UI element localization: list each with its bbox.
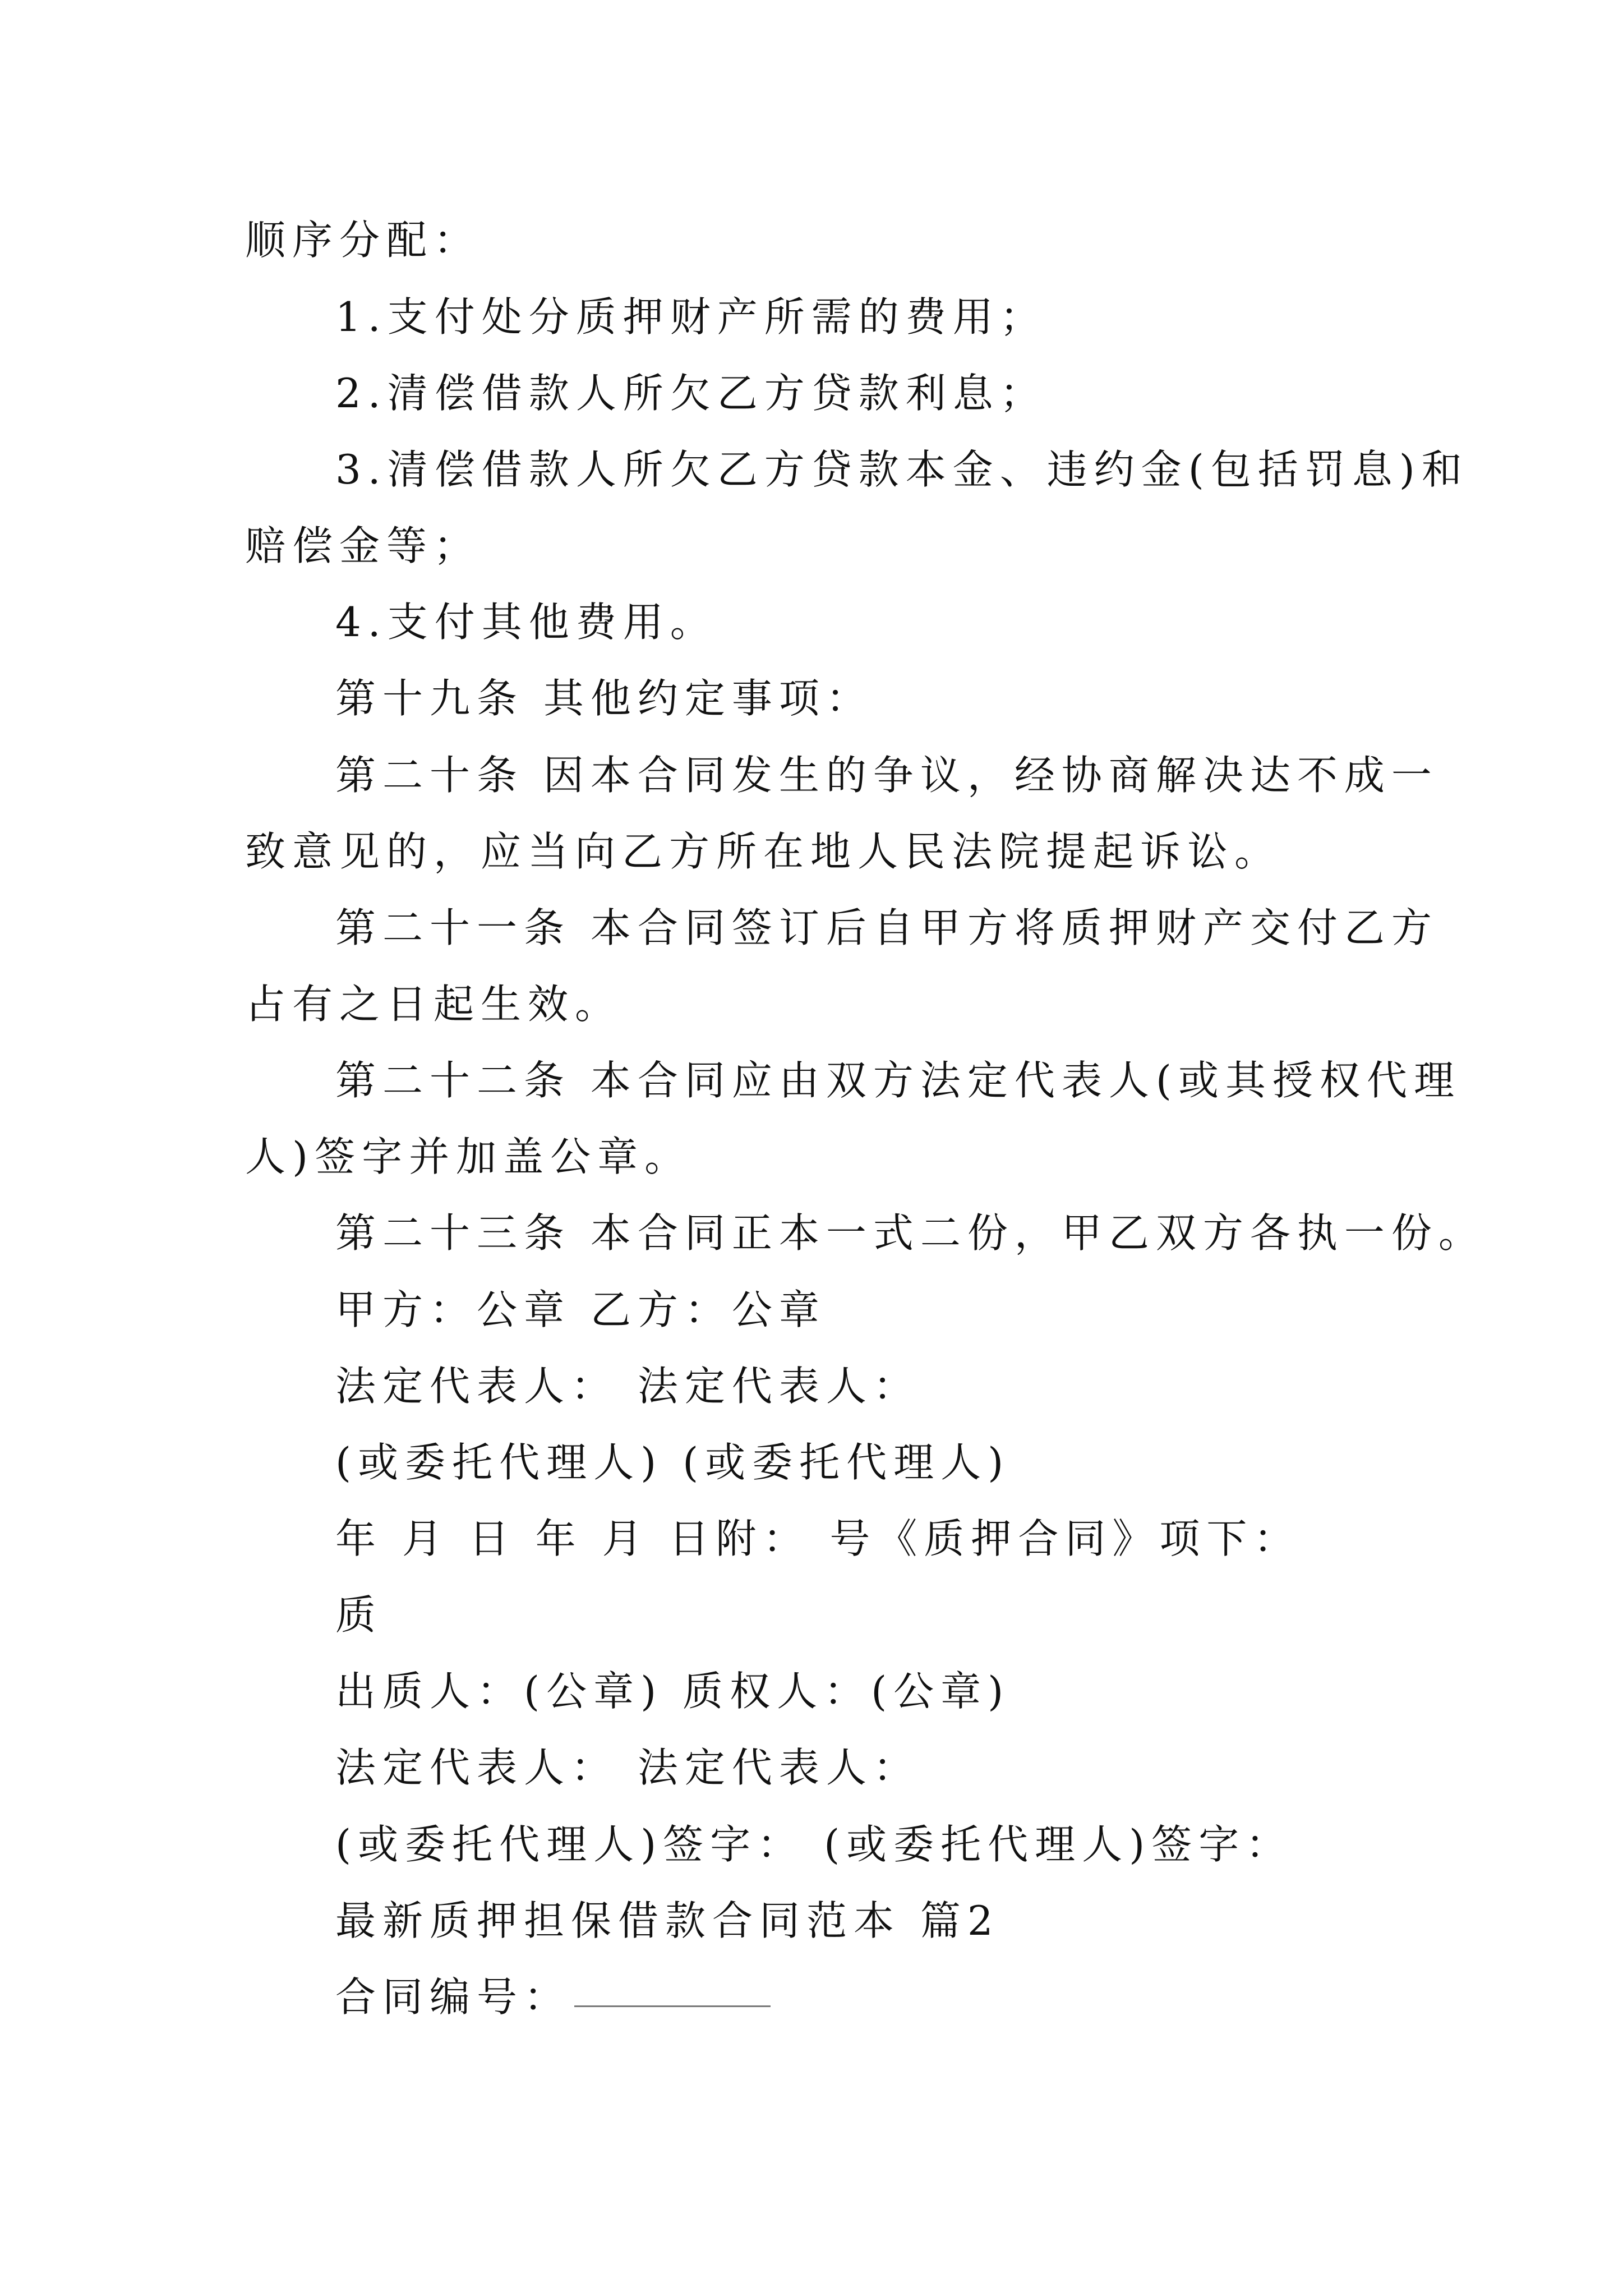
contract-number-line [335, 1972, 771, 2022]
text-line: 赔偿金等； [245, 522, 481, 569]
text-line: 4.支付其他费用。 [335, 599, 717, 646]
text-line: 第二十三条 本合同正本一式二份，甲乙双方各执一份。 [335, 1209, 1486, 1257]
text-line: 出质人：(公章) 质权人：(公章) [335, 1668, 1011, 1715]
text-line: (或委托代理人)签字： (或委托代理人)签字： [335, 1821, 1293, 1868]
text-line: 1.支付处分质押财产所需的费用； [335, 293, 1047, 341]
text-line: 占有之日起生效。 [245, 981, 623, 1028]
section-heading: 最新质押担保借款合同范本 篇2 [335, 1897, 1000, 1944]
text-line: 法定代表人： 法定代表人： [335, 1363, 920, 1410]
text-line: 法定代表人： 法定代表人： [335, 1744, 920, 1791]
text-line: (或委托代理人) (或委托代理人) [335, 1439, 1011, 1486]
text-line: 3.清偿借款人所欠乙方贷款本金、违约金(包括罚息)和 [335, 446, 1469, 493]
text-line: 第十九条 其他约定事项： [335, 675, 873, 722]
contract-number-blank [574, 1972, 771, 2007]
text-line: 质 [335, 1591, 383, 1639]
text-line: 2.清偿借款人所欠乙方贷款利息； [335, 370, 1047, 417]
text-line: 年 月 日 年 月 日附： 号《质押合同》项下： [335, 1515, 1301, 1562]
text-line: 第二十一条 本合同签订后自甲方将质押财产交付乙方 [335, 904, 1438, 951]
text-line: 致意见的，应当向乙方所在地人民法院提起诉讼。 [245, 828, 1282, 875]
text-line: 顺序分配： [245, 217, 481, 264]
text-line: 第二十条 因本合同发生的争议，经协商解决达不成一 [335, 752, 1438, 799]
text-line: 甲方：公章 乙方：公章 [335, 1286, 826, 1333]
text-line: 第二十二条 本合同应由双方法定代表人(或其授权代理 [335, 1057, 1461, 1104]
contract-number-label: 合同编号： [335, 1973, 571, 2021]
text-line: 人)签字并加盖公章。 [245, 1133, 692, 1180]
